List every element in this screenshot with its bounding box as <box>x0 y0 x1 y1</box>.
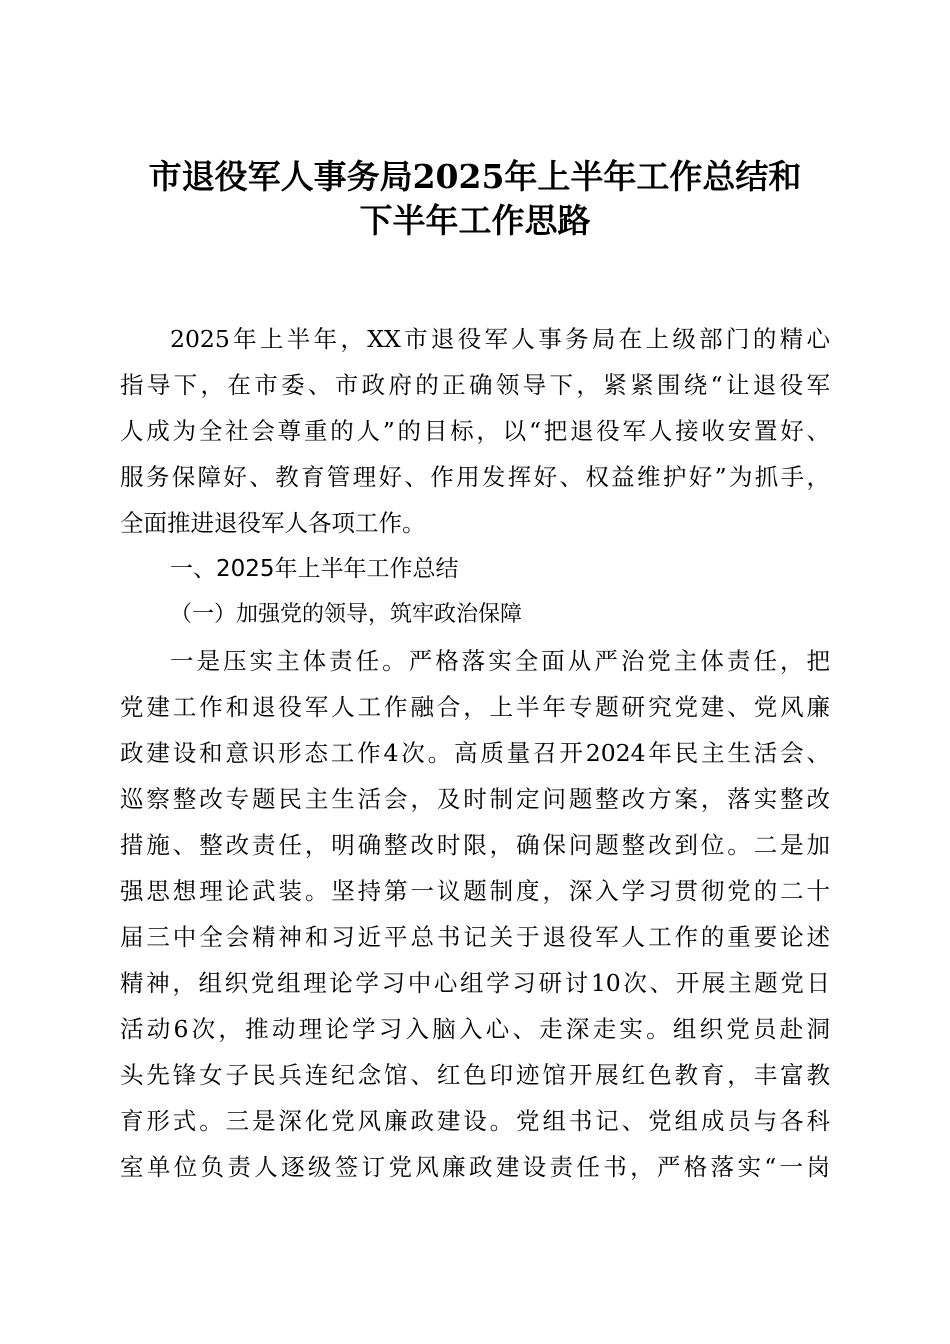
subsection-heading: （一）加强党的领导，筑牢政治保障 <box>170 602 523 627</box>
document-title-line-2: 下半年工作思路 <box>359 201 591 240</box>
body-paragraph-line: 活动6次，推动理论学习入脑入心、走深走实。组织党员赴洞 <box>120 1015 830 1043</box>
body-paragraph-line: 室单位负责人逐级签订党风廉政建设责任书，严格落实“一岗 <box>120 1153 830 1181</box>
body-paragraph-line: 党建工作和退役军人工作融合，上半年专题研究党建、党风廉 <box>120 693 830 721</box>
intro-paragraph-line: 人成为全社会尊重的人”的目标，以“把退役军人接收安置好、 <box>120 417 830 445</box>
body-paragraph-line: 育形式。三是深化党风廉政建设。党组书记、党组成员与各科 <box>120 1107 830 1135</box>
body-paragraph-line: 巡察整改专题民主生活会，及时制定问题整改方案，落实整改 <box>120 785 830 813</box>
intro-paragraph-line: 全面推进退役军人各项工作。 <box>120 509 426 537</box>
intro-paragraph-line: 2025年上半年，XX市退役军人事务局在上级部门的精心 <box>170 325 830 353</box>
body-paragraph-line: 精神，组织党组理论学习中心组学习研讨10次、开展主题党日 <box>120 969 830 997</box>
body-paragraph-line: 强思想理论武装。坚持第一议题制度，深入学习贯彻党的二十 <box>120 877 830 905</box>
section-heading: 一、2025年上半年工作总结 <box>170 556 459 582</box>
body-paragraph-line: 届三中全会精神和习近平总书记关于退役军人工作的重要论述 <box>120 923 830 951</box>
body-paragraph-line: 头先锋女子民兵连纪念馆、红色印迹馆开展红色教育，丰富教 <box>120 1061 830 1089</box>
intro-paragraph-line: 服务保障好、教育管理好、作用发挥好、权益维护好”为抓手， <box>120 463 830 491</box>
body-paragraph-line: 措施、整改责任，明确整改时限，确保问题整改到位。二是加 <box>120 831 830 859</box>
document-title-line-1: 市退役军人事务局2025年上半年工作总结和 <box>148 157 802 196</box>
intro-paragraph-line: 指导下，在市委、市政府的正确领导下，紧紧围绕“让退役军 <box>120 371 830 399</box>
body-paragraph-line: 一是压实主体责任。严格落实全面从严治党主体责任，把 <box>170 647 830 675</box>
body-paragraph-line: 政建设和意识形态工作4次。高质量召开2024年民主生活会、 <box>120 739 830 767</box>
